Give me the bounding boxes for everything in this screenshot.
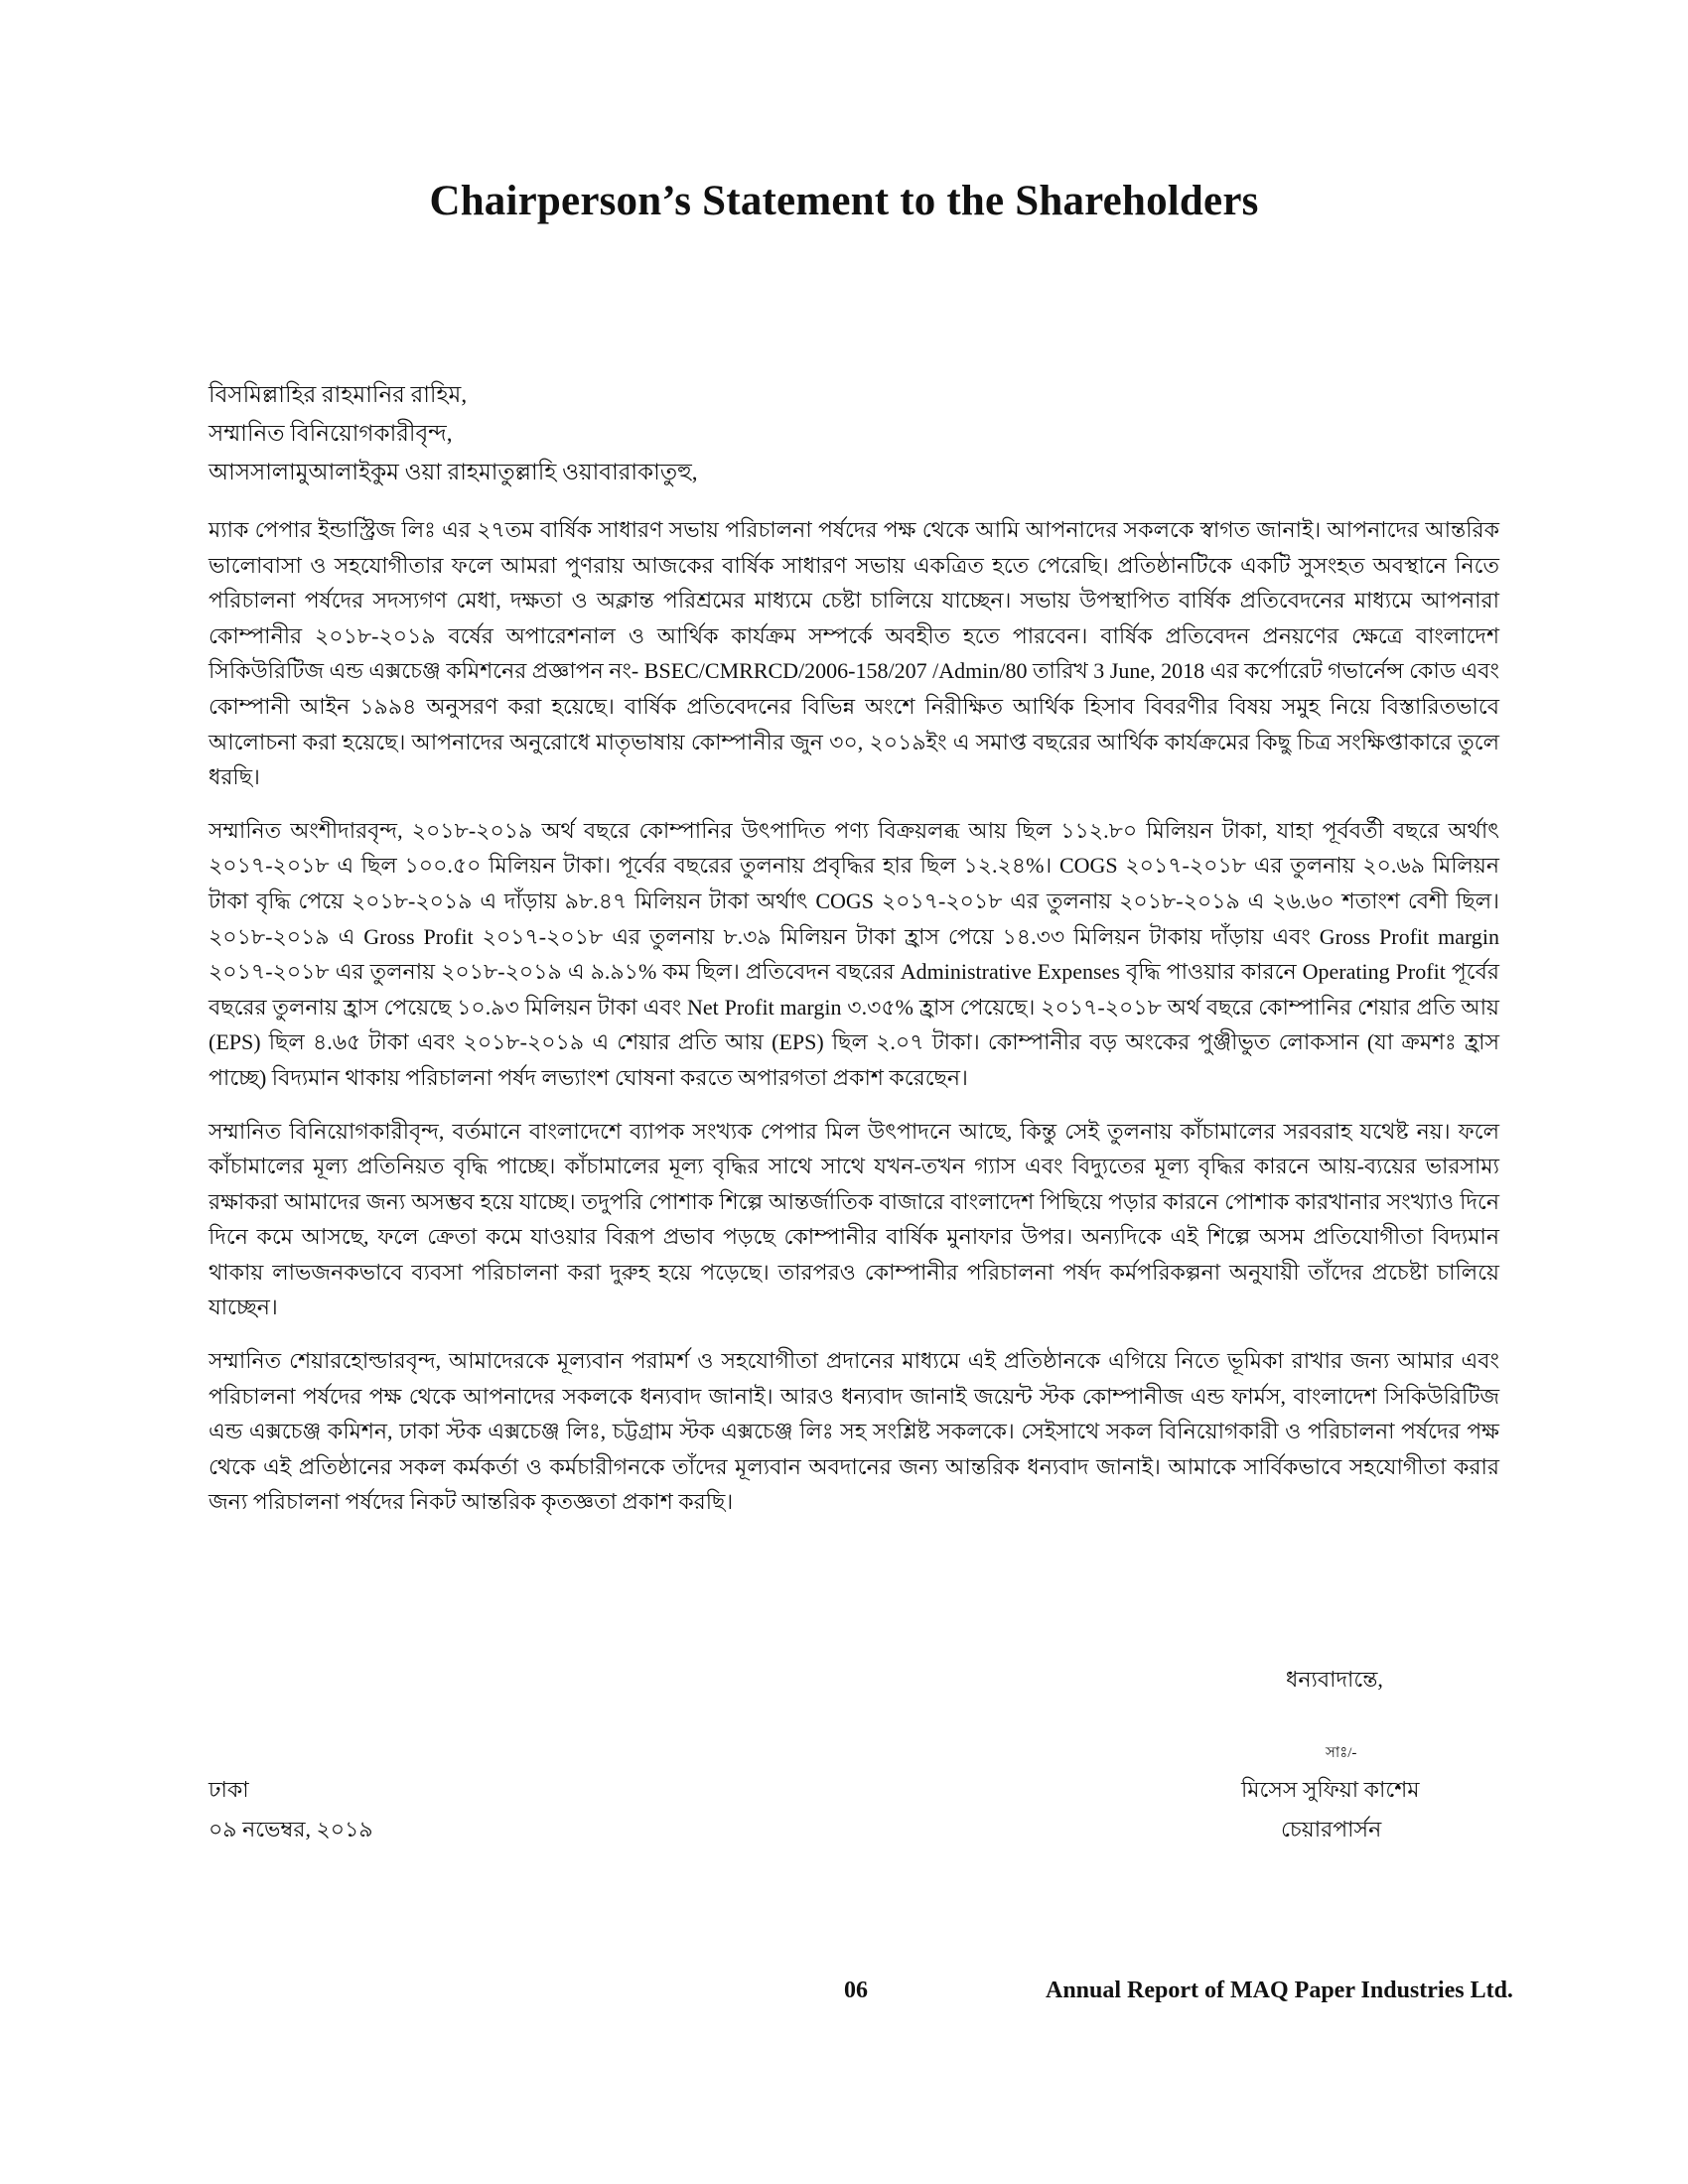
page-title: Chairperson’s Statement to the Shareholders xyxy=(429,178,1259,224)
place: ঢাকা xyxy=(209,1777,249,1802)
salutation-line: বিসমিল্লাহির রাহমানির রাহিম, xyxy=(209,382,468,407)
closing-text: ধন্যবাদান্তে, xyxy=(1286,1667,1383,1692)
salutation-line: আসসালামুআলাইকুম ওয়া রাহমাতুল্লাহি ওয়াবারাকাতুহু, xyxy=(209,460,698,484)
date: ০৯ নভেম্বর, ২০১৯ xyxy=(209,1817,373,1842)
statement-body xyxy=(209,512,1499,1538)
signature-mark: সাঃ/- xyxy=(1326,1745,1357,1761)
signatory-title: চেয়ারপার্সন xyxy=(1281,1817,1382,1842)
paragraph-financial-performance: সম্মানিত অংশীদারবৃন্দ, ২০১৮-২০১৯ অর্থ বছরে কোম্পানির উৎপাদিত পণ্য বিক্রয়লব্ধ আয় ছিল ১১২.৮০ মিলিয়ন টাকা, যাহা পূর্ববর্তী বছরে অর্থাৎ ২০১৭-২০১৮ এ ছিল ১০০.৫০ মিলিয়ন টাকা। পূর্বের বছরের তুলনায় প্রবৃদ্ধির হার ছিল ১২.২৪%। COGS ২০১৭-২০১৮ এর তুলনায় ২০.৬৯ মিলিয়ন টাকা বৃদ্ধি পেয়ে ২০১৮-২০১৯ এ দাঁড়ায় ৯৮.৪৭ মিলিয়ন টাকা অর্থাৎ COGS ২০১৭-২০১৮ এর তুলনায় ২০১৮-২০১৯ এ ২৬.৬০ শতাংশ বেশী ছিল। ২০১৮-২০১৯ এ Gross Profit ২০১৭-২০১৮ এর তুলনায় ৮.৩৯ মিলিয়ন টাকা হ্রাস পেয়ে ১৪.৩৩ মিলিয়ন টাকায় দাঁড়ায় এবং Gross Profit margin ২০১৭-২০১৮ এর তুলনায় ২০১৮-২০১৯ এ ৯.৯১% কম ছিল। প্রতিবেদন বছরের Administrative Expenses বৃদ্ধি পাওয়ার কারনে Operating Profit পূর্বের বছরের তুলনায় হ্রাস পেয়েছে ১০.৯৩ মিলিয়ন টাকা এবং Net Profit margin ৩.৩৫% হ্রাস পেয়েছে। ২০১৭-২০১৮ অর্থ বছরে কোম্পানির শেয়ার প্রতি আয় (EPS) ছিল ৪.৬৫ টাকা এবং ২০১৮-২০১৯ এ শেয়ার প্রতি আয় (EPS) ছিল ২.০৭ টাকা। কোম্পানীর বড় অংকের পুঞ্জীভুত লোকসান (যা ক্রমশঃ হ্রাস পাচ্ছে) বিদ্যমান থাকায় পরিচালনা পর্ষদ লভ্যাংশ ঘোষনা করতে অপারগতা প্রকাশ করেছেন। xyxy=(209,817,1499,1090)
salutation xyxy=(209,375,1499,491)
paragraph-welcome: ম্যাক পেপার ইন্ডাস্ট্রিজ লিঃ এর ২৭তম বার্ষিক সাধারণ সভায় পরিচালনা পর্ষদের পক্ষ থেকে আমি আপনাদের সকলকে স্বাগত জানাই। আপনাদের আন্তরিক ভালোবাসা ও সহযোগীতার ফলে আমরা পুণরায় আজকের বার্ষিক সাধারণ সভায় একত্রিত হতে পেরেছি। প্রতিষ্ঠানটিকে একটি সুসংহত অবস্থানে নিতে পরিচালনা পর্ষদের সদস্যগণ মেধা, দক্ষতা ও অক্লান্ত পরিশ্রমের মাধ্যমে চেষ্টা চালিয়ে যাচ্ছেন। সভায় উপস্থাপিত বার্ষিক প্রতিবেদনের মাধ্যমে আপনারা কোম্পানীর ২০১৮-২০১৯ বর্ষের অপারেশনাল ও আর্থিক কার্যক্রম সম্পর্কে অবহীত হতে পারবেন। বার্ষিক প্রতিবেদন প্রনয়ণের ক্ষেত্রে বাংলাদেশ সিকিউরিটিজ এন্ড এক্সচেঞ্জ কমিশনের প্রজ্ঞাপন নং- BSEC/CMRRCD/2006-158/207 /Admin/80 তারিখ 3 June, 2018 এর কর্পোরেট গভার্নেন্স কোড এবং কোম্পানী আইন ১৯৯৪ অনুসরণ করা হয়েছে। বার্ষিক প্রতিবেদনের বিভিন্ন অংশে নিরীক্ষিত আর্থিক হিসাব বিবরণীর বিষয় সমুহ নিয়ে বিস্তারিতভাবে আলোচনা করা হয়েছে। আপনাদের অনুরোধে মাতৃভাষায় কোম্পানীর জুন ৩০, ২০১৯ইং এ সমাপ্ত বছরের আর্থিক কার্যক্রমের কিছু চিত্র সংক্ষিপ্তাকারে তুলে ধরছি। xyxy=(209,517,1499,790)
signatory-name: মিসেস সুফিয়া কাশেম xyxy=(1241,1777,1420,1802)
report-name: Annual Report of MAQ Paper Industries Ltd. xyxy=(1046,1978,1513,2003)
salutation-line: সম্মানিত বিনিয়োগকারীবৃন্দ, xyxy=(209,421,453,446)
paragraph-acknowledgement: সম্মানিত শেয়ারহোল্ডারবৃন্দ, আমাদেরকে মূল্যবান পরামর্শ ও সহযোগীতা প্রদানের মাধ্যমে এই প্রতিষ্ঠানকে এগিয়ে নিতে ভূমিকা রাখার জন্য আমার এবং পরিচালনা পর্ষদের পক্ষ থেকে আপনাদের সকলকে ধন্যবাদ জানাই। আরও ধন্যবাদ জানাই জয়েন্ট স্টক কোম্পানীজ এন্ড ফার্মস, বাংলাদেশ সিকিউরিটিজ এন্ড এক্সচেঞ্জ কমিশন, ঢাকা স্টক এক্সচেঞ্জ লিঃ, চট্টগ্রাম স্টক এক্সচেঞ্জ লিঃ সহ সংশ্লিষ্ট সকলকে। সেইসাথে সকল বিনিয়োগকারী ও পরিচালনা পর্ষদের পক্ষ থেকে এই প্রতিষ্ঠানের সকল কর্মকর্তা ও কর্মচারীগনকে তাঁদের মূল্যবান অবদানের জন্য আন্তরিক ধন্যবাদ জানাই। আমাকে সার্বিকভাবে সহযোগীতা করার জন্য পরিচালনা পর্ষদের নিকট আন্তরিক কৃতজ্ঞতা প্রকাশ করছি। xyxy=(209,1348,1499,1515)
page-number: 06 xyxy=(844,1978,868,2003)
paragraph-industry-challenges: সম্মানিত বিনিয়োগকারীবৃন্দ, বর্তমানে বাংলাদেশে ব্যাপক সংখ্যক পেপার মিল উৎপাদনে আছে, কিন্তু সেই তুলনায় কাঁচামালের সরবরাহ যথেষ্ট নয়। ফলে কাঁচামালের মূল্য প্রতিনিয়ত বৃদ্ধি পাচ্ছে। কাঁচামালের মূল্য বৃদ্ধির সাথে সাথে যখন-তখন গ্যাস এবং বিদ্যুতের মূল্য বৃদ্ধির কারনে আয়-ব্যয়ের ভারসাম্য রক্ষাকরা আমাদের জন্য অসম্ভব হয়ে যাচ্ছে। তদুপরি পোশাক শিল্পে আন্তর্জাতিক বাজারে বাংলাদেশ পিছিয়ে পড়ার কারনে পোশাক কারখানার সংখ্যাও দিনে দিনে কমে আসছে, ফলে ক্রেতা কমে যাওয়ার বিরূপ প্রভাব পড়ছে কোম্পানীর বার্ষিক মুনাফার উপর। অন্যদিকে এই শিল্পে অসম প্রতিযোগীতা বিদ্যমান থাকায় লাভজনকভাবে ব্যবসা পরিচালনা করা দুরুহ হয়ে পড়েছে। তারপরও কোম্পানীর পরিচালনা পর্ষদ কর্মপরিকল্পনা অনুযায়ী তাঁদের প্রচেষ্টা চালিয়ে যাচ্ছেন। xyxy=(209,1118,1499,1320)
